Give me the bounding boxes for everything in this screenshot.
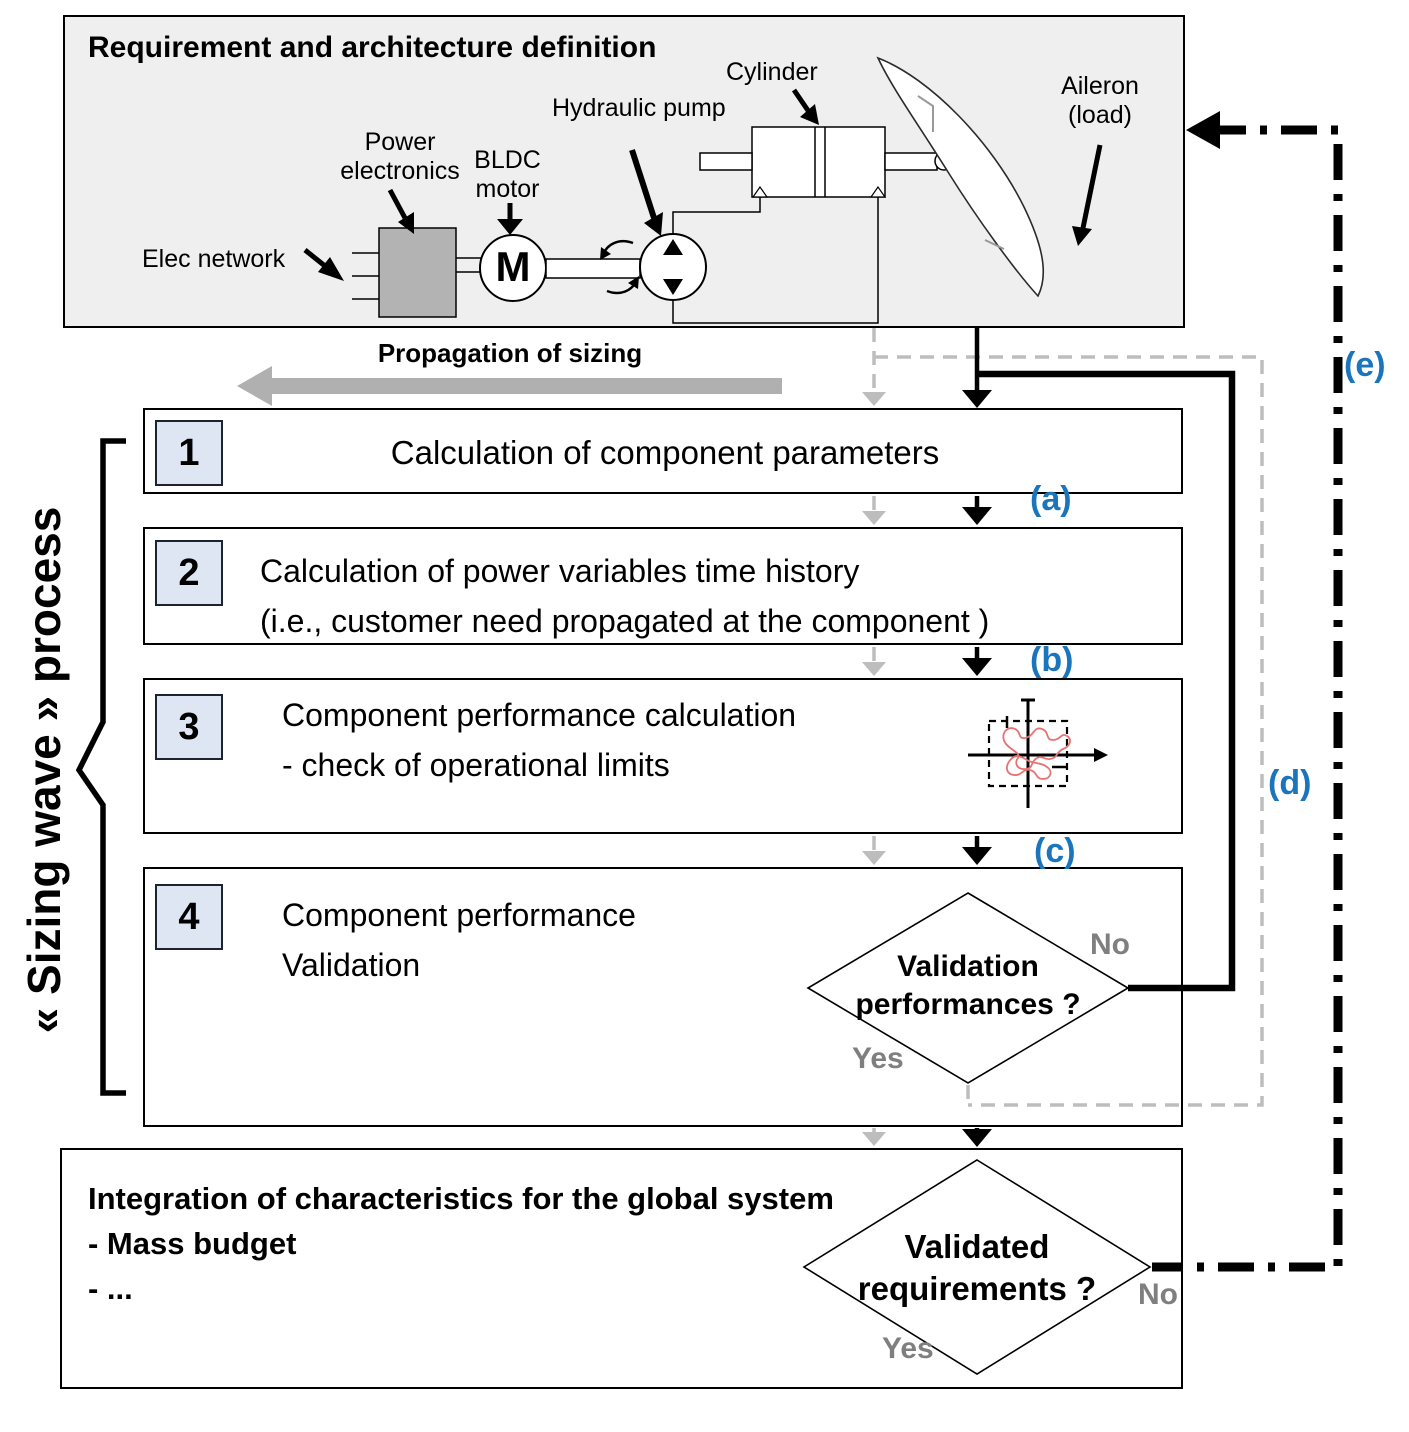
- aileron-shape: [878, 58, 1043, 296]
- propagation-of-sizing-label: Propagation of sizing: [377, 338, 643, 368]
- validated-requirements-label: Validated requirements ?: [857, 1228, 1097, 1307]
- aileron-label: Aileron (load): [1061, 72, 1139, 129]
- bldc-motor-arrow-icon: [497, 203, 523, 235]
- step2-badge: 2: [155, 540, 223, 606]
- step1-badge: 1: [155, 420, 223, 486]
- step3-label: Component performance calculation - check of operational limits: [282, 697, 797, 783]
- elec-network-lines-icon: [352, 253, 379, 299]
- hydraulic-pump-symbol: [640, 234, 706, 300]
- propagation-arrow-icon: [237, 366, 782, 406]
- bldc-motor-label: BLDC motor: [474, 146, 541, 203]
- power-electronics-label: Power electronics: [340, 128, 460, 185]
- motor-wires-icon: [456, 258, 481, 272]
- step4-label: Component performance Validation: [282, 897, 636, 983]
- feedback-loop-e: [1152, 130, 1338, 1267]
- hydraulic-pump-label: Hydraulic pump: [552, 94, 726, 122]
- hydraulic-pump-arrow-icon: [632, 150, 663, 236]
- flow-label-e: (e): [1344, 346, 1386, 384]
- flow-label-a: (a): [1030, 480, 1072, 518]
- flow-label-b: (b): [1030, 641, 1074, 679]
- cylinder-arrow-icon: [794, 90, 819, 125]
- step4-badge: 4: [155, 884, 223, 950]
- flow-label-d: (d): [1268, 764, 1312, 802]
- sizing-wave-process-label: « Sizing wave » process: [18, 506, 70, 1034]
- elec-network-arrow-icon: [305, 250, 344, 281]
- motor-letter: M: [495, 243, 531, 290]
- flow-label-c: (c): [1034, 832, 1076, 870]
- cylinder-symbol: [700, 127, 953, 197]
- requirements-yes-label: Yes: [882, 1332, 934, 1365]
- step1-label: Calculation of component parameters: [390, 434, 940, 471]
- operational-limits-chart-icon: [968, 700, 1108, 808]
- validation-no-label: No: [1090, 928, 1130, 961]
- step2-label: Calculation of power variables time history (i.e., customer need propagated at the component ): [260, 553, 990, 639]
- step3-badge: 3: [155, 694, 223, 760]
- integration-label: Integration of characteristics for the global system - Mass budget - ...: [88, 1181, 834, 1306]
- cylinder-label: Cylinder: [726, 58, 818, 86]
- validation-yes-label: Yes: [852, 1042, 904, 1075]
- validation-performances-label: Validation performances ?: [855, 950, 1081, 1021]
- sizing-wave-bracket: [79, 441, 126, 1093]
- requirement-panel-title: Requirement and architecture definition: [88, 31, 657, 64]
- shaft-symbol: [546, 259, 640, 278]
- requirements-no-label: No: [1138, 1278, 1178, 1311]
- elec-network-label: Elec network: [142, 245, 286, 273]
- aileron-arrow-icon: [1072, 145, 1100, 246]
- power-electronics-block: [379, 228, 456, 317]
- feedback-loop-e-arrowhead: [1186, 111, 1220, 149]
